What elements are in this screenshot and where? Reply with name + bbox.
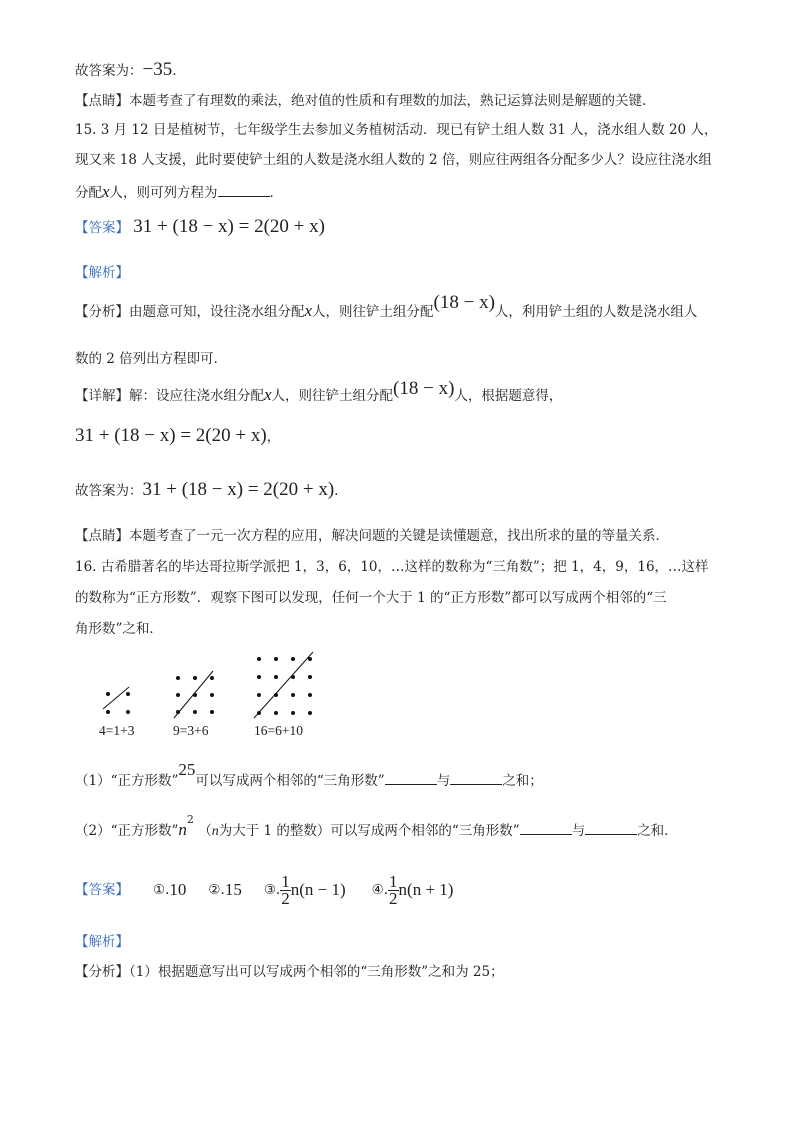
dot bbox=[210, 710, 214, 714]
dot bbox=[274, 675, 278, 679]
q16-stem-line2: 的数称为“正方形数”．观察下图可以发现，任何一个大于 1 的“正方形数”都可以写成两个相邻的“三 bbox=[75, 590, 667, 606]
q15-analysis-tag: 【解析】 bbox=[75, 265, 129, 281]
dot bbox=[126, 692, 130, 696]
q15-fenxi: 【分析】由题意可知，设往浇水组分配x人，则往铲土组分配(18 − x)人，利用铲土组的人数是浇水组人 bbox=[75, 292, 698, 320]
q16-analysis-tag: 【解析】 bbox=[75, 934, 129, 950]
fig-label-16: 16=6+10 bbox=[254, 723, 303, 738]
dot bbox=[176, 676, 180, 680]
q16-part1: （1）“正方形数”25可以写成两个相邻的“三角形数” 与 之和； bbox=[75, 760, 543, 789]
q15-xiangjie: 【详解】解：设应往浇水组分配x人，则往铲土组分配(18 − x)人，根据题意得， bbox=[75, 378, 563, 404]
fig-label-9: 9=3+6 bbox=[173, 723, 209, 738]
q15-final-answer: 故答案为：31 + (18 − x) = 2(20 + x). bbox=[75, 479, 339, 500]
dot bbox=[308, 693, 312, 697]
dot bbox=[291, 711, 295, 715]
dot bbox=[210, 676, 214, 680]
dot bbox=[106, 710, 110, 714]
dot bbox=[291, 657, 295, 661]
answer-tag: 【答案】 bbox=[75, 220, 129, 236]
answer-blank bbox=[385, 771, 437, 785]
fig-label-4: 4=1+3 bbox=[99, 723, 135, 738]
dot bbox=[126, 710, 130, 714]
q16-stem-line1: 16. 古希腊著名的毕达哥拉斯学派把 1，3，6，10，…这样的数称为“三角数”；把 1，4，9，16，…这样 bbox=[75, 559, 709, 575]
q15-fenxi-line2: 数的 2 倍列出方程即可． bbox=[75, 351, 228, 367]
fraction-one-half: $\frac{1}{2}$ bbox=[281, 871, 290, 908]
dot bbox=[308, 711, 312, 715]
answer-blank bbox=[218, 183, 270, 197]
q15-stem-line1: 15. 3 月 12 日是植树节，七年级学生去参加义务植树活动．现已有铲土组人数 31 人，浇水组人数 20 人， bbox=[75, 122, 718, 138]
dot bbox=[274, 693, 278, 697]
dot bbox=[291, 693, 295, 697]
dot bbox=[274, 711, 278, 715]
q15-equation-line: 31 + (18 − x) = 2(20 + x)， bbox=[75, 425, 281, 446]
dot bbox=[257, 675, 261, 679]
answer-prefix: 故答案为： bbox=[75, 63, 143, 79]
q16-answer: 【答案】 ①. 10 ②. 15 ③. $\frac{1}{2}$ n(n − 1) ④. $\frac{1}{2}$ n(n + 1) bbox=[75, 871, 454, 908]
q16-part2: （2）“正方形数$”n^2$ （n为大于 1 的整数）可以写成两个相邻的“三角形数” 与 之和． bbox=[75, 813, 678, 839]
answer-blank bbox=[520, 821, 572, 835]
dot bbox=[193, 676, 197, 680]
q15-stem-line3: 分配x人，则可列方程为 ． bbox=[75, 182, 284, 201]
answer-blank bbox=[585, 821, 637, 835]
q15-answer bbox=[75, 217, 325, 238]
dot bbox=[257, 711, 261, 715]
fraction-one-half: $\frac{1}{2}$ bbox=[389, 871, 398, 908]
top-answer: 故答案为：−35. bbox=[75, 59, 177, 80]
answer-tag: 【答案】 bbox=[75, 882, 129, 898]
dot bbox=[274, 657, 278, 661]
dot bbox=[176, 710, 180, 714]
dot bbox=[193, 693, 197, 697]
dot bbox=[257, 657, 261, 661]
q16-fenxi: 【分析】（1）根据题意写出可以写成两个相邻的“三角形数”之和为 25； bbox=[75, 964, 504, 980]
q15-answer-equation: 31 + (18 − x) = 2(20 + x) bbox=[133, 216, 325, 237]
dot bbox=[210, 693, 214, 697]
q15-stem-line2: 现又来 18 人支援，此时要使铲土组的人数是浇水组人数的 2 倍，则应往两组各分配多少人？设应往浇水组 bbox=[75, 152, 712, 168]
dot bbox=[308, 657, 312, 661]
dot bbox=[308, 675, 312, 679]
q16-stem-line3: 角形数”之和． bbox=[75, 621, 163, 637]
answer-value: −35 bbox=[142, 59, 173, 80]
top-comment: 【点睛】本题考查了有理数的乘法，绝对值的性质和有理数的加法，熟记运算法则是解题的关键. bbox=[75, 93, 647, 109]
dot bbox=[291, 675, 295, 679]
dot bbox=[106, 692, 110, 696]
answer-blank bbox=[450, 771, 502, 785]
dot bbox=[193, 710, 197, 714]
dot bbox=[257, 693, 261, 697]
dot bbox=[176, 693, 180, 697]
q15-comment: 【点睛】本题考查了一元一次方程的应用，解决问题的关键是读懂题意，找出所求的量的等量关系． bbox=[75, 528, 669, 544]
